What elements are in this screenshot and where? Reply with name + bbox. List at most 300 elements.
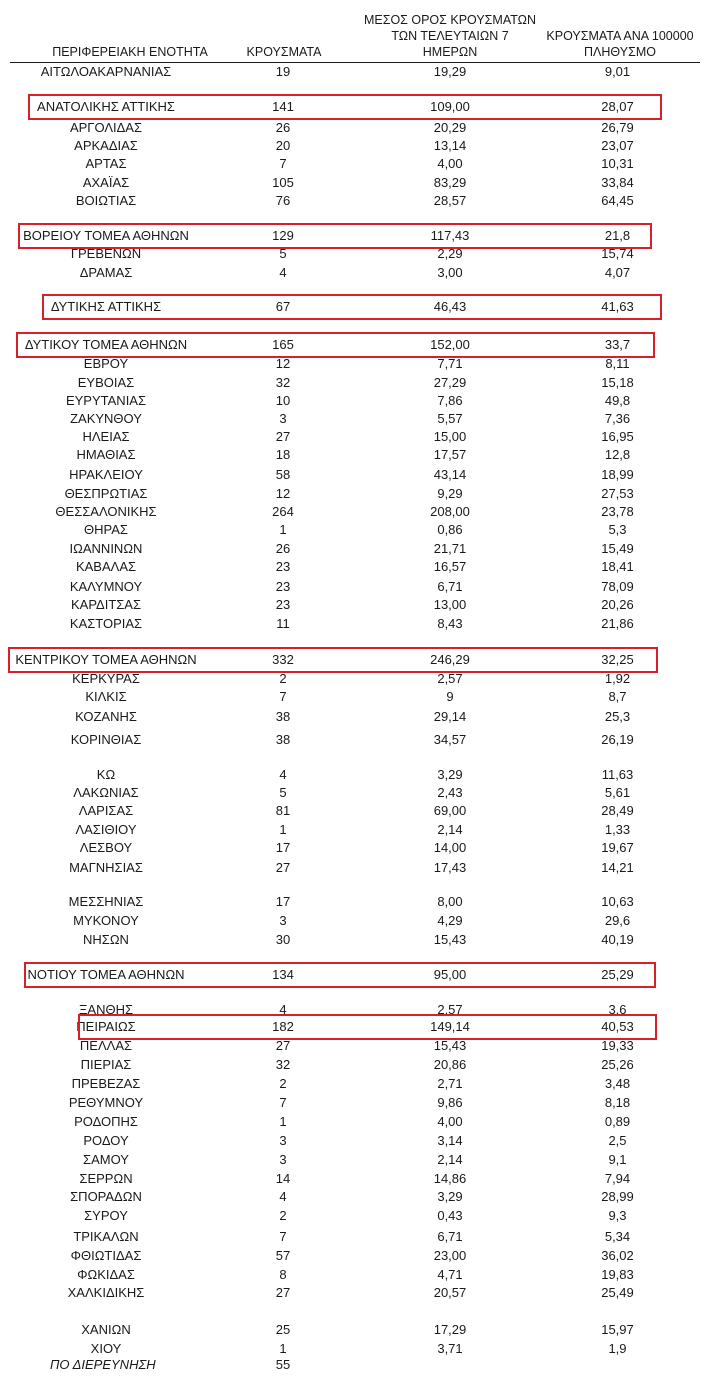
table-row — [0, 1056, 712, 1074]
region-cell: ΧΙΟΥ — [90, 1341, 122, 1356]
avg-cell: 5,57 — [437, 411, 463, 426]
header-avg-line-2: ΤΩΝ ΤΕΛΕΥΤΑΙΩΝ 7 — [391, 29, 509, 43]
cases-cell: 38 — [275, 732, 291, 747]
region-cell: ΒΟΙΩΤΙΑΣ — [75, 193, 137, 208]
per100k-cell: 33,84 — [601, 175, 634, 190]
cases-cell: 4 — [279, 767, 287, 782]
cases-cell: 57 — [275, 1248, 291, 1263]
cases-cell: 38 — [275, 709, 291, 724]
table-row — [0, 558, 712, 576]
cases-cell: 134 — [272, 967, 294, 982]
per100k-cell: 25,3 — [604, 709, 631, 724]
avg-cell: 6,71 — [437, 579, 463, 594]
avg-cell: 14,86 — [433, 1171, 467, 1186]
per100k-cell: 9,3 — [608, 1208, 627, 1223]
per100k-cell: 21,8 — [604, 228, 631, 243]
table-row — [0, 1094, 712, 1112]
region-cell: ΚΑΒΑΛΑΣ — [75, 559, 137, 574]
cases-cell: 4 — [279, 1189, 287, 1204]
region-cell: ΣΠΟΡΑΔΩΝ — [70, 1189, 142, 1204]
avg-cell: 2,29 — [437, 246, 463, 261]
per100k-cell: 3,6 — [608, 1002, 627, 1017]
region-cell: ΞΑΝΘΗΣ — [78, 1002, 134, 1017]
avg-cell: 9 — [446, 689, 454, 704]
per100k-cell: 49,8 — [604, 393, 631, 408]
avg-cell: 16,57 — [433, 559, 467, 574]
cases-cell: 76 — [275, 193, 291, 208]
per100k-cell: 26,19 — [601, 732, 634, 747]
table-row — [0, 410, 712, 428]
avg-cell: 2,14 — [437, 822, 463, 837]
table-row — [0, 1356, 712, 1374]
region-cell: ΛΑΚΩΝΙΑΣ — [73, 785, 139, 800]
region-cell: ΦΘΙΩΤΙΔΑΣ — [70, 1248, 142, 1263]
cases-cell: 32 — [275, 1057, 291, 1072]
cases-cell: 3 — [279, 411, 287, 426]
region-cell: ΚΙΛΚΙΣ — [85, 689, 127, 704]
per100k-cell: 28,99 — [601, 1189, 634, 1204]
cases-cell: 67 — [275, 299, 291, 314]
avg-cell: 8,43 — [437, 616, 463, 631]
header-per-line-1: ΚΡΟΥΣΜΑΤΑ ΑΝΑ 100000 — [546, 29, 694, 43]
table-row — [0, 731, 712, 749]
per100k-cell: 10,31 — [601, 156, 634, 171]
cases-cell: 332 — [272, 652, 294, 667]
cases-cell: 19 — [275, 64, 291, 79]
per100k-cell: 9,01 — [604, 64, 631, 79]
region-cell: ΒΟΡΕΙΟΥ ΤΟΜΕΑ ΑΘΗΝΩΝ — [23, 228, 189, 243]
per100k-cell: 16,95 — [601, 429, 634, 444]
region-cell: ΖΑΚΥΝΘΟΥ — [70, 411, 142, 426]
table-row-highlighted — [0, 98, 712, 116]
cases-cell: 32 — [275, 375, 291, 390]
cases-cell: 1 — [279, 1114, 287, 1129]
table-row-highlighted — [0, 966, 712, 984]
avg-cell: 4,00 — [437, 156, 463, 171]
region-cell: ΑΡΚΑΔΙΑΣ — [74, 138, 138, 153]
cases-cell: 129 — [272, 228, 294, 243]
avg-cell: 2,71 — [437, 1076, 463, 1091]
table-row — [0, 931, 712, 949]
header-region: ΠΕΡΙΦΕΡΕΙΑΚΗ ΕΝΟΤΗΤΑ — [52, 45, 208, 59]
region-cell: ΡΟΔΟΥ — [83, 1133, 129, 1148]
per100k-cell: 8,11 — [605, 356, 630, 371]
table-row — [0, 119, 712, 137]
cases-cell: 27 — [275, 1285, 291, 1300]
header-avg-line-1: ΜΕΣΟΣ ΟΡΟΣ ΚΡΟΥΣΜΑΤΩΝ — [363, 13, 537, 27]
cases-cell: 3 — [279, 913, 287, 928]
cases-cell: 264 — [272, 504, 294, 519]
cases-cell: 4 — [279, 1002, 287, 1017]
cases-cell: 14 — [275, 1171, 291, 1186]
table-row — [0, 485, 712, 503]
region-cell: ΧΑΛΚΙΔΙΚΗΣ — [67, 1285, 145, 1300]
avg-cell: 34,57 — [433, 732, 467, 747]
cases-cell: 8 — [279, 1267, 287, 1282]
table-row — [0, 503, 712, 521]
table-row — [0, 1207, 712, 1225]
per100k-cell: 32,25 — [601, 652, 634, 667]
per100k-cell: 8,7 — [608, 689, 627, 704]
table-row — [0, 615, 712, 633]
region-cell: ΜΥΚΟΝΟΥ — [73, 913, 139, 928]
avg-cell: 13,14 — [433, 138, 467, 153]
avg-cell: 7,71 — [437, 356, 463, 371]
region-cell: ΣΑΜΟΥ — [83, 1152, 129, 1167]
per100k-cell: 36,02 — [601, 1248, 634, 1263]
per100k-cell: 15,74 — [601, 246, 634, 261]
table-row — [0, 540, 712, 558]
table-row — [0, 821, 712, 839]
region-cell: ΛΑΣΙΘΙΟΥ — [75, 822, 137, 837]
avg-cell: 152,00 — [430, 337, 470, 352]
cases-cell: 58 — [275, 467, 291, 482]
per100k-cell: 20,26 — [601, 597, 634, 612]
table-row — [0, 708, 712, 726]
avg-cell: 7,86 — [437, 393, 463, 408]
cases-cell: 7 — [279, 689, 287, 704]
cases-cell: 5 — [279, 246, 287, 261]
avg-cell: 20,57 — [433, 1285, 467, 1300]
table-row — [0, 893, 712, 911]
table-row — [0, 802, 712, 820]
region-cell: ΠΡΕΒΕΖΑΣ — [71, 1076, 141, 1091]
table-row — [0, 578, 712, 596]
table-row — [0, 1113, 712, 1131]
region-cell: ΘΕΣΣΑΛΟΝΙΚΗΣ — [55, 504, 157, 519]
avg-cell: 95,00 — [433, 967, 467, 982]
avg-cell: 2,14 — [437, 1152, 463, 1167]
region-cell: ΚΑΣΤΟΡΙΑΣ — [69, 616, 143, 631]
per100k-cell: 18,41 — [601, 559, 634, 574]
per100k-cell: 15,97 — [601, 1322, 634, 1337]
table-row — [0, 839, 712, 857]
avg-cell: 21,71 — [433, 541, 467, 556]
table-row — [0, 1228, 712, 1246]
avg-cell: 117,43 — [430, 228, 470, 243]
per100k-cell: 40,53 — [601, 1019, 634, 1034]
table-row — [0, 428, 712, 446]
region-cell: ΦΩΚΙΔΑΣ — [77, 1267, 135, 1282]
table-row — [0, 1151, 712, 1169]
region-cell: ΚΟΖΑΝΗΣ — [75, 709, 137, 724]
avg-cell: 15,43 — [433, 932, 467, 947]
cases-cell: 17 — [275, 894, 291, 909]
per100k-cell: 23,07 — [601, 138, 634, 153]
avg-cell: 3,29 — [437, 1189, 463, 1204]
avg-cell: 9,29 — [437, 486, 463, 501]
header-avg-line-3: ΗΜΕΡΩΝ — [422, 45, 478, 59]
avg-cell: 149,14 — [430, 1019, 470, 1034]
per100k-cell: 25,49 — [601, 1285, 634, 1300]
region-cell: ΚΕΝΤΡΙΚΟΥ ΤΟΜΕΑ ΑΘΗΝΩΝ — [15, 652, 197, 667]
cases-cell: 26 — [275, 541, 291, 556]
cases-cell: 2 — [279, 671, 287, 686]
avg-cell: 2,57 — [437, 1002, 463, 1017]
avg-cell: 109,00 — [430, 99, 470, 114]
table-row — [0, 1075, 712, 1093]
cases-cell: 10 — [275, 393, 291, 408]
region-cell: ΔΡΑΜΑΣ — [79, 265, 133, 280]
cases-cell: 30 — [275, 932, 291, 947]
table-row — [0, 1321, 712, 1339]
avg-cell: 3,00 — [437, 265, 463, 280]
region-cell: ΕΥΒΟΙΑΣ — [77, 375, 135, 390]
region-cell: ΠΕΙΡΑΙΩΣ — [76, 1019, 136, 1034]
avg-cell: 3,14 — [437, 1133, 463, 1148]
cases-cell: 23 — [275, 579, 291, 594]
per100k-cell: 29,6 — [604, 913, 631, 928]
table-row — [0, 596, 712, 614]
cases-cell: 20 — [275, 138, 291, 153]
per100k-cell: 25,26 — [601, 1057, 634, 1072]
table-row — [0, 174, 712, 192]
table-row — [0, 466, 712, 484]
table-row — [0, 912, 712, 930]
region-cell: ΝΟΤΙΟΥ ΤΟΜΕΑ ΑΘΗΝΩΝ — [27, 967, 185, 982]
cases-cell: 165 — [272, 337, 294, 352]
avg-cell: 4,29 — [437, 913, 463, 928]
cases-cell: 55 — [275, 1357, 291, 1372]
avg-cell: 3,71 — [437, 1341, 463, 1356]
table-row — [0, 392, 712, 410]
region-cell: ΚΑΡΔΙΤΣΑΣ — [70, 597, 142, 612]
region-cell: ΑΡΓΟΛΙΔΑΣ — [69, 120, 143, 135]
table-row — [0, 1188, 712, 1206]
table-row-highlighted — [0, 227, 712, 245]
per100k-cell: 0,89 — [604, 1114, 631, 1129]
cases-cell: 27 — [275, 1038, 291, 1053]
cases-cell: 182 — [272, 1019, 294, 1034]
table-row — [0, 192, 712, 210]
cases-cell: 2 — [279, 1076, 287, 1091]
cases-cell: 4 — [279, 265, 287, 280]
region-cell: ΕΒΡΟΥ — [83, 356, 129, 371]
avg-cell: 15,43 — [433, 1038, 467, 1053]
avg-cell: 27,29 — [433, 375, 467, 390]
cases-cell: 1 — [279, 822, 287, 837]
region-cell: ΙΩΑΝΝΙΝΩΝ — [69, 541, 143, 556]
per100k-cell: 21,86 — [601, 616, 634, 631]
cases-cell: 12 — [275, 486, 291, 501]
cases-cell: 3 — [279, 1133, 287, 1148]
per100k-cell: 15,49 — [601, 541, 634, 556]
avg-cell: 17,43 — [433, 860, 467, 875]
per100k-cell: 78,09 — [601, 579, 634, 594]
table-row-highlighted — [0, 1018, 712, 1036]
table-row-highlighted — [0, 336, 712, 354]
avg-cell: 2,43 — [437, 785, 463, 800]
avg-cell: 43,14 — [433, 467, 467, 482]
table-row — [0, 1247, 712, 1265]
table-row — [0, 1132, 712, 1150]
region-cell: ΛΑΡΙΣΑΣ — [78, 803, 134, 818]
cases-cell: 1 — [279, 522, 287, 537]
per100k-cell: 14,21 — [601, 860, 634, 875]
table-row-highlighted — [0, 298, 712, 316]
table-row — [0, 355, 712, 373]
per100k-cell: 19,67 — [601, 840, 634, 855]
per100k-cell: 26,79 — [601, 120, 634, 135]
region-cell: ΤΡΙΚΑΛΩΝ — [73, 1229, 139, 1244]
table-row — [0, 1037, 712, 1055]
avg-cell: 17,29 — [433, 1322, 467, 1337]
per100k-cell: 28,49 — [601, 803, 634, 818]
per100k-cell: 5,3 — [608, 522, 627, 537]
region-cell: ΜΕΣΣΗΝΙΑΣ — [68, 894, 144, 909]
cases-cell: 27 — [275, 429, 291, 444]
region-cell: ΠΟ ΔΙΕΡΕΥΝΗΣΗ — [50, 1357, 156, 1372]
per100k-cell: 19,83 — [601, 1267, 634, 1282]
region-cell: ΡΟΔΟΠΗΣ — [74, 1114, 138, 1129]
avg-cell: 4,00 — [437, 1114, 463, 1129]
per100k-cell: 11,63 — [601, 767, 634, 782]
region-cell: ΑΡΤΑΣ — [85, 156, 127, 171]
per100k-cell: 1,33 — [604, 822, 631, 837]
region-cell: ΚΑΛΥΜΝΟΥ — [69, 579, 143, 594]
cases-cell: 26 — [275, 120, 291, 135]
avg-cell: 13,00 — [433, 597, 467, 612]
region-cell: ΗΛΕΙΑΣ — [82, 429, 130, 444]
region-cell: ΘΕΣΠΡΩΤΙΑΣ — [64, 486, 148, 501]
cases-cell: 17 — [275, 840, 291, 855]
region-cell: ΑΝΑΤΟΛΙΚΗΣ ΑΤΤΙΚΗΣ — [37, 99, 175, 114]
region-cell: ΛΕΣΒΟΥ — [79, 840, 133, 855]
table-row — [0, 446, 712, 464]
per100k-cell: 7,94 — [604, 1171, 631, 1186]
avg-cell: 4,71 — [437, 1267, 463, 1282]
avg-cell: 20,86 — [433, 1057, 467, 1072]
region-cell: ΔΥΤΙΚΗΣ ΑΤΤΙΚΗΣ — [50, 299, 162, 314]
cases-cell: 3 — [279, 1152, 287, 1167]
table-row — [0, 137, 712, 155]
region-cell: ΝΗΣΩΝ — [83, 932, 129, 947]
per100k-cell: 3,48 — [604, 1076, 631, 1091]
cases-cell: 12 — [275, 356, 291, 371]
region-cell: ΣΥΡΟΥ — [84, 1208, 128, 1223]
cases-cell: 23 — [275, 597, 291, 612]
cases-cell: 7 — [279, 1095, 287, 1110]
per100k-cell: 1,9 — [608, 1341, 627, 1356]
avg-cell: 23,00 — [433, 1248, 467, 1263]
per100k-cell: 10,63 — [601, 894, 634, 909]
per100k-cell: 15,18 — [601, 375, 634, 390]
table-row — [0, 1284, 712, 1302]
per100k-cell: 4,07 — [604, 265, 631, 280]
avg-cell: 208,00 — [430, 504, 470, 519]
cases-cell: 2 — [279, 1208, 287, 1223]
avg-cell: 29,14 — [433, 709, 467, 724]
avg-cell: 15,00 — [433, 429, 467, 444]
table-row — [0, 1266, 712, 1284]
table-row — [0, 1001, 712, 1019]
cases-cell: 5 — [279, 785, 287, 800]
avg-cell: 246,29 — [430, 652, 470, 667]
table-row-highlighted — [0, 651, 712, 669]
region-cell: ΑΙΤΩΛΟΑΚΑΡΝΑΝΙΑΣ — [40, 64, 172, 79]
per100k-cell: 23,78 — [601, 504, 634, 519]
cases-cell: 7 — [279, 1229, 287, 1244]
avg-cell: 28,57 — [433, 193, 467, 208]
region-cell: ΠΕΛΛΑΣ — [79, 1038, 133, 1053]
cases-cell: 81 — [275, 803, 291, 818]
per100k-cell: 1,92 — [604, 671, 631, 686]
region-cell: ΚΩ — [96, 767, 116, 782]
avg-cell: 0,43 — [437, 1208, 463, 1223]
per100k-cell: 28,07 — [601, 99, 634, 114]
cases-cell: 141 — [272, 99, 294, 114]
table-row — [0, 63, 712, 81]
per100k-cell: 19,33 — [601, 1038, 634, 1053]
table-row — [0, 859, 712, 877]
avg-cell: 20,29 — [433, 120, 467, 135]
region-cell: ΕΥΡΥΤΑΝΙΑΣ — [65, 393, 147, 408]
avg-cell: 46,43 — [433, 299, 467, 314]
region-cell: ΚΕΡΚΥΡΑΣ — [72, 671, 140, 686]
table-row — [0, 784, 712, 802]
table-row — [0, 1170, 712, 1188]
region-cell: ΜΑΓΝΗΣΙΑΣ — [69, 860, 143, 875]
avg-cell: 69,00 — [433, 803, 467, 818]
per100k-cell: 33,7 — [604, 337, 631, 352]
per100k-cell: 41,63 — [601, 299, 634, 314]
region-cell: ΑΧΑΪΑΣ — [82, 175, 130, 190]
region-cell: ΠΙΕΡΙΑΣ — [80, 1057, 132, 1072]
avg-cell: 0,86 — [437, 522, 463, 537]
per100k-cell: 40,19 — [601, 932, 634, 947]
table-row — [0, 766, 712, 784]
cases-cell: 18 — [275, 447, 291, 462]
cases-cell: 11 — [276, 616, 290, 631]
header-cases: ΚΡΟΥΣΜΑΤΑ — [246, 45, 322, 59]
region-cell: ΣΕΡΡΩΝ — [79, 1171, 133, 1186]
cases-cell: 7 — [279, 156, 287, 171]
per100k-cell: 7,36 — [604, 411, 631, 426]
avg-cell: 83,29 — [433, 175, 467, 190]
cases-cell: 27 — [275, 860, 291, 875]
per100k-cell: 18,99 — [601, 467, 634, 482]
avg-cell: 9,86 — [437, 1095, 463, 1110]
per100k-cell: 5,34 — [604, 1229, 631, 1244]
per100k-cell: 27,53 — [601, 486, 634, 501]
table-row — [0, 670, 712, 688]
avg-cell: 14,00 — [433, 840, 467, 855]
cases-cell: 25 — [275, 1322, 291, 1337]
table-row — [0, 688, 712, 706]
avg-cell: 6,71 — [437, 1229, 463, 1244]
per100k-cell: 12,8 — [604, 447, 631, 462]
avg-cell: 3,29 — [437, 767, 463, 782]
avg-cell: 19,29 — [433, 64, 467, 79]
region-cell: ΔΥΤΙΚΟΥ ΤΟΜΕΑ ΑΘΗΝΩΝ — [24, 337, 188, 352]
per100k-cell: 8,18 — [604, 1095, 631, 1110]
region-cell: ΚΟΡΙΝΘΙΑΣ — [70, 732, 142, 747]
per100k-cell: 64,45 — [601, 193, 634, 208]
region-cell: ΗΡΑΚΛΕΙΟΥ — [69, 467, 143, 482]
table-row — [0, 521, 712, 539]
avg-cell: 2,57 — [437, 671, 463, 686]
per100k-cell: 2,5 — [608, 1133, 627, 1148]
cases-cell: 23 — [275, 559, 291, 574]
region-cell: ΧΑΝΙΩΝ — [81, 1322, 131, 1337]
avg-cell: 8,00 — [437, 894, 463, 909]
header-per-line-2: ΠΛΗΘΥΣΜΟ — [584, 45, 656, 59]
cases-cell: 105 — [272, 175, 294, 190]
per100k-cell: 25,29 — [601, 967, 634, 982]
per100k-cell: 5,61 — [604, 785, 631, 800]
table-row — [0, 155, 712, 173]
cases-cell: 1 — [279, 1341, 287, 1356]
